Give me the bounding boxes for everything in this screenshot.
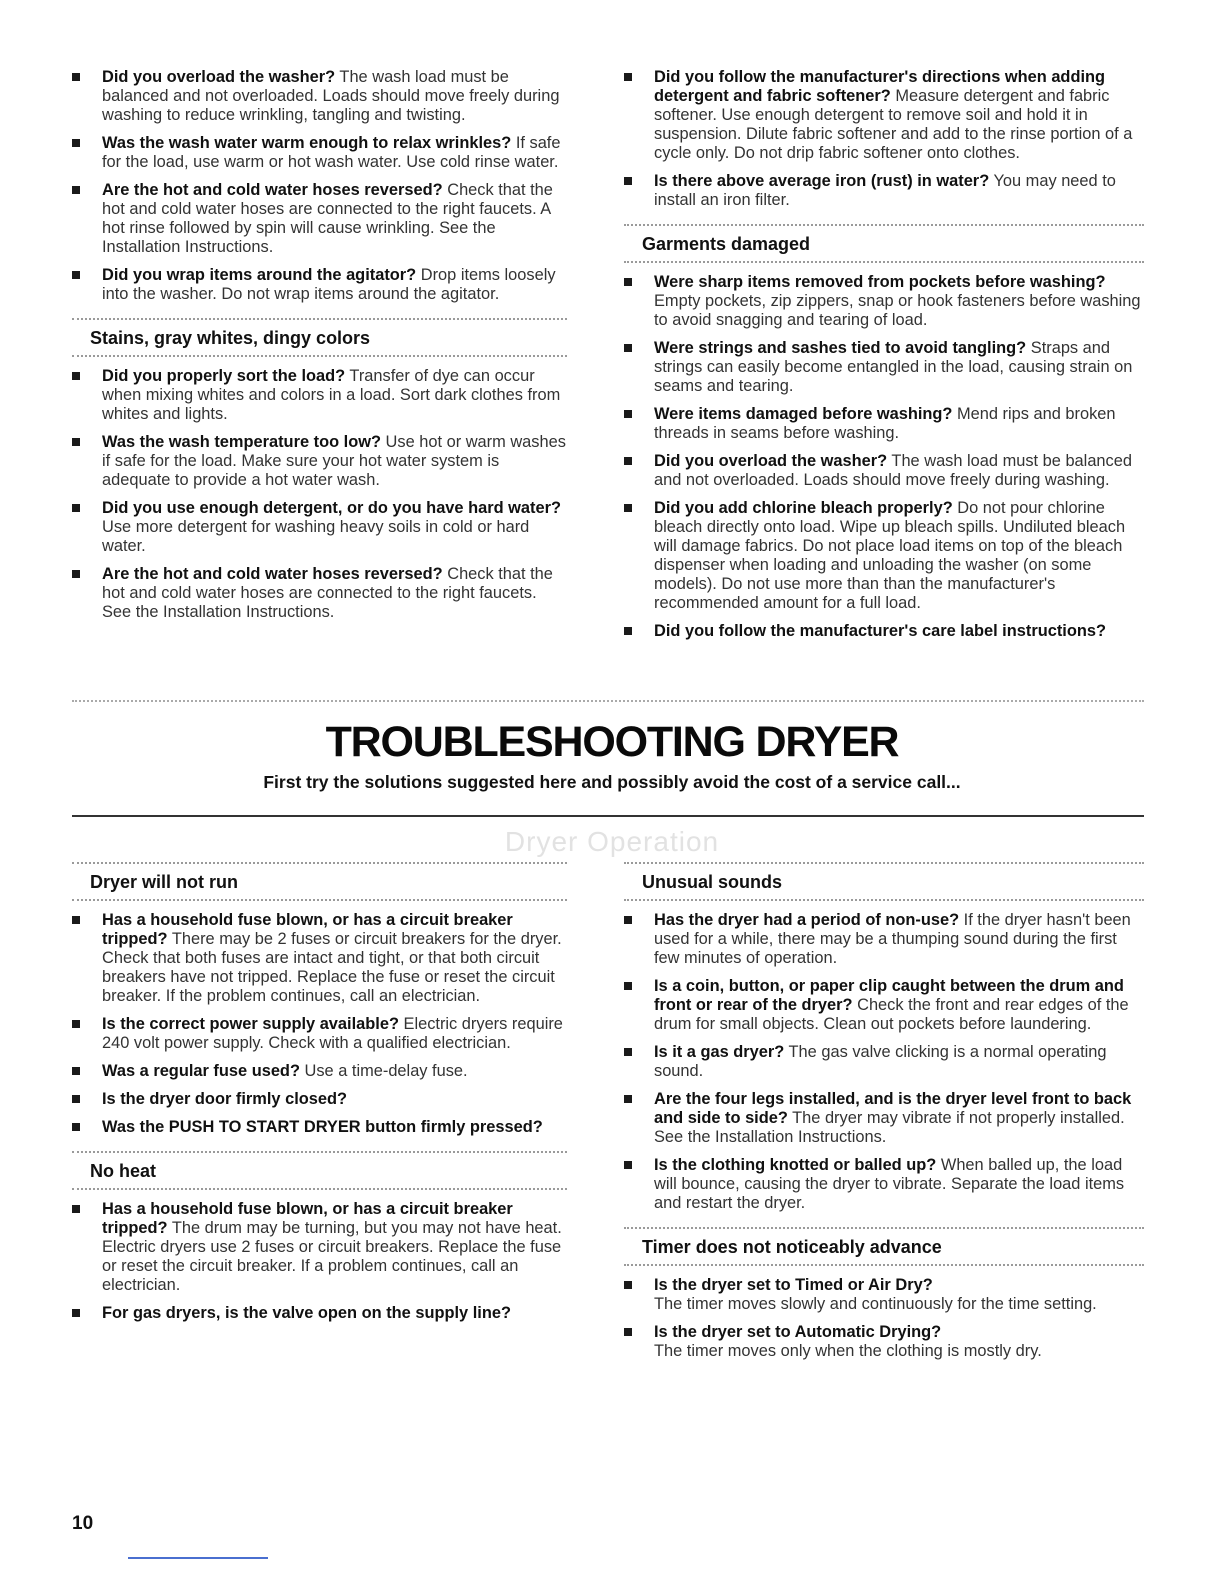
list-item [72, 1304, 567, 1323]
list-item [72, 499, 567, 556]
item-answer: Use hot or warm washes if safe for the load. Make sure your hot water system is adequate to provide a hot water wash. [102, 433, 566, 489]
section-no-heat [72, 1151, 567, 1190]
square-bullet-icon [624, 1048, 632, 1056]
item-answer: Straps and strings can easily become entangled in the load, causing strain on seams and tearing. [654, 339, 1133, 395]
item-answer: There may be 2 fuses or circuit breakers for the dryer. Check that both fuses are intact and tight, or that both circuit breakers have not tripped. Replace the fuse or reset the circuit breaker. If the problem continues, call an electrician. [102, 930, 562, 1005]
square-bullet-icon [72, 1020, 80, 1028]
item-question: Are the hot and cold water hoses reversed? [102, 181, 443, 199]
item-question: Was the wash temperature too low? [102, 433, 381, 451]
square-bullet-icon [72, 1205, 80, 1213]
item-question: Are the hot and cold water hoses reversed? [102, 565, 443, 583]
item-question: Did you use enough detergent, or do you have hard water? [102, 499, 561, 517]
item-question: Did you add chlorine bleach properly? [654, 499, 953, 517]
item-answer: If safe for the load, use warm or hot wash water. Use cold rinse water. [102, 134, 561, 171]
dotted-rule [624, 899, 1144, 901]
list-item [72, 266, 567, 304]
item-answer: Do not pour chlorine bleach directly onto load. Wipe up bleach spills. Undiluted bleach will damage fabrics. Do not place load items on top of the bleach dispenser when loading and unloading the washer (on some models). Do not use more than than the manufacturer's recommended amount for a full load. [654, 499, 1126, 612]
square-bullet-icon [624, 1328, 632, 1336]
section-dryer-will-not-run [72, 862, 567, 901]
no-heat-list [72, 1200, 567, 1323]
item-question: Did you properly sort the load? [102, 367, 346, 385]
list-item [72, 433, 567, 490]
item-question: Was the PUSH TO START DRYER button firmly pressed? [102, 1118, 543, 1136]
square-bullet-icon [624, 1161, 632, 1169]
square-bullet-icon [72, 73, 80, 81]
list-item [72, 367, 567, 424]
list-item [72, 1015, 567, 1053]
item-question: Were strings and sashes tied to avoid tangling? [654, 339, 1027, 357]
section-title: Unusual sounds [642, 872, 783, 892]
item-question: Is the dryer set to Automatic Drying? [654, 1323, 942, 1341]
item-answer: The gas valve clicking is a normal operating sound. [654, 1043, 1107, 1080]
list-item [624, 68, 1144, 163]
square-bullet-icon [624, 504, 632, 512]
square-bullet-icon [72, 1123, 80, 1131]
list-item [72, 1090, 567, 1109]
item-answer: Drop items loosely into the washer. Do not wrap items around the agitator. [102, 266, 556, 303]
item-question: Did you follow the manufacturer's directions when adding detergent and fabric softener? [654, 68, 1106, 105]
timer-list [624, 1276, 1144, 1361]
item-answer: Measure detergent and fabric softener. Use enough detergent to remove soil and hold it in suspension. Dilute fabric softener and add to the rinse portion of a cycle only. Do not drip fabric softener onto clothes. [654, 87, 1133, 162]
list-item [624, 622, 1144, 641]
item-answer: The drum may be turning, but you may not have heat. Electric dryers use 2 fuses or circuit breakers. Replace the fuse or reset the circuit breaker. If a problem continues, call an electrician. [102, 1219, 562, 1294]
item-answer: Use more detergent for washing heavy soils in cold or hard water. [102, 518, 530, 555]
item-answer: Empty pockets, zip zippers, snap or hook fasteners before washing to avoid snagging and tearing of load. [654, 292, 1141, 329]
square-bullet-icon [624, 627, 632, 635]
item-answer: The timer moves only when the clothing is mostly dry. [654, 1342, 1042, 1360]
item-question: Is the clothing knotted or balled up? [654, 1156, 937, 1174]
square-bullet-icon [624, 1281, 632, 1289]
square-bullet-icon [72, 570, 80, 578]
list-item [624, 1156, 1144, 1213]
washer-left-list [72, 68, 567, 304]
section-title: Dryer will not run [90, 872, 239, 892]
list-item [72, 68, 567, 125]
square-bullet-icon [72, 271, 80, 279]
item-question: Is the dryer set to Timed or Air Dry? [654, 1276, 933, 1294]
item-question: Has the dryer had a period of non-use? [654, 911, 960, 929]
item-question: Is a coin, button, or paper clip caught between the drum and front or rear of the dryer? [654, 977, 1124, 1014]
will-not-run-list [72, 911, 567, 1137]
item-answer: Use a time-delay fuse. [299, 1062, 468, 1080]
item-question: Did you wrap items around the agitator? [102, 266, 417, 284]
section-title: Garments damaged [642, 234, 811, 254]
square-bullet-icon [72, 916, 80, 924]
page-subtitle: First try the solutions suggested here and possibly avoid the cost of a service call... [263, 772, 961, 792]
unusual-sounds-list [624, 911, 1144, 1213]
dotted-rule [72, 899, 567, 901]
item-answer: The dryer may vibrate if not properly installed. See the Installation Instructions. [654, 1109, 1125, 1146]
list-item [624, 1090, 1144, 1147]
list-item [624, 1276, 1144, 1314]
page-title: TROUBLESHOOTING DRYER [325, 718, 899, 766]
section-timer [624, 1227, 1144, 1266]
section-title: Timer does not noticeably advance [642, 1237, 942, 1257]
list-item [624, 452, 1144, 490]
square-bullet-icon [624, 457, 632, 465]
square-bullet-icon [72, 1309, 80, 1317]
square-bullet-icon [72, 186, 80, 194]
square-bullet-icon [624, 982, 632, 990]
dryer-right-column [624, 862, 1144, 1370]
item-question: Is it a gas dryer? [654, 1043, 785, 1061]
washer-right-list [624, 68, 1144, 210]
square-bullet-icon [72, 139, 80, 147]
washer-left-column [72, 68, 567, 631]
section-unusual-sounds [624, 862, 1144, 901]
stains-list [72, 367, 567, 622]
list-item [624, 172, 1144, 210]
item-question: Did you overload the washer? [654, 452, 888, 470]
list-item [624, 911, 1144, 968]
item-question: Is the correct power supply available? [102, 1015, 399, 1033]
square-bullet-icon [72, 504, 80, 512]
list-item [624, 405, 1144, 443]
item-question: For gas dryers, is the valve open on the supply line? [102, 1304, 511, 1322]
item-question: Were sharp items removed from pockets before washing? [654, 273, 1106, 291]
list-item [624, 339, 1144, 396]
section-title: No heat [90, 1161, 157, 1181]
item-answer: Mend rips and broken threads in seams before washing. [654, 405, 1116, 442]
item-question: Is the dryer door firmly closed? [102, 1090, 348, 1108]
list-item [624, 977, 1144, 1034]
item-answer: Check that the hot and cold water hoses are connected to the right faucets. See the Installation Instructions. [102, 565, 553, 621]
item-question: Are the four legs installed, and is the dryer level front to back and side to side? [654, 1090, 1132, 1127]
item-answer: You may need to install an iron filter. [654, 172, 1116, 209]
heading-rule [72, 815, 1144, 817]
list-item [624, 1043, 1144, 1081]
list-item [72, 565, 567, 622]
item-question: Were items damaged before washing? [654, 405, 953, 423]
item-answer: The wash load must be balanced and not overloaded. Loads should move freely during washing to reduce wrinkling, tangling and twisting. [102, 68, 560, 124]
dotted-rule [624, 261, 1144, 263]
item-question: Is there above average iron (rust) in water? [654, 172, 990, 190]
item-answer: Electric dryers require 240 volt power supply. Check with a qualified electrician. [102, 1015, 563, 1052]
square-bullet-icon [624, 278, 632, 286]
item-answer: The timer moves slowly and continuously for the time setting. [654, 1295, 1097, 1313]
item-answer: The wash load must be balanced and not overloaded. Loads should move freely during washing. [654, 452, 1132, 489]
square-bullet-icon [72, 1067, 80, 1075]
item-question: Has a household fuse blown, or has a circuit breaker tripped? [102, 911, 513, 948]
garments-list [624, 273, 1144, 641]
washer-right-column [624, 68, 1144, 650]
item-question: Did you overload the washer? [102, 68, 336, 86]
page-number: 10 [72, 1513, 94, 1534]
item-question: Did you follow the manufacturer's care label instructions? [654, 622, 1106, 640]
list-item [624, 499, 1144, 613]
square-bullet-icon [72, 1095, 80, 1103]
square-bullet-icon [624, 410, 632, 418]
item-answer: Check the front and rear edges of the drum for small objects. Clean out pockets before laundering. [654, 996, 1129, 1033]
category-heading: Dryer Operation [504, 826, 720, 857]
item-question: Has a household fuse blown, or has a circuit breaker tripped? [102, 1200, 513, 1237]
square-bullet-icon [624, 73, 632, 81]
dotted-rule [72, 1188, 567, 1190]
dryer-left-column [72, 862, 567, 1332]
item-answer: If the dryer hasn't been used for a while, there may be a thumping sound during the first few minutes of operation. [654, 911, 1131, 967]
square-bullet-icon [624, 916, 632, 924]
dotted-rule [72, 355, 567, 357]
square-bullet-icon [72, 438, 80, 446]
list-item [72, 134, 567, 172]
footer-line [128, 1557, 268, 1559]
square-bullet-icon [624, 344, 632, 352]
list-item [72, 181, 567, 257]
section-garments [624, 224, 1144, 263]
item-answer: Transfer of dye can occur when mixing whites and colors in a load. Sort dark clothes from whites and lights. [102, 367, 561, 423]
list-item [72, 1200, 567, 1295]
list-item [72, 911, 567, 1006]
section-stains [72, 318, 567, 357]
square-bullet-icon [624, 177, 632, 185]
square-bullet-icon [624, 1095, 632, 1103]
list-item [624, 1323, 1144, 1361]
dotted-rule [624, 1264, 1144, 1266]
section-divider [72, 700, 1144, 702]
item-answer: Check that the hot and cold water hoses are connected to the right faucets. A hot rinse followed by spin will cause wrinkling. See the Installation Instructions. [102, 181, 553, 256]
item-question: Was the wash water warm enough to relax wrinkles? [102, 134, 512, 152]
item-question: Was a regular fuse used? [102, 1062, 300, 1080]
item-answer: When balled up, the load will bounce, causing the dryer to vibrate. Separate the load items and restart the dryer. [654, 1156, 1125, 1212]
square-bullet-icon [72, 372, 80, 380]
list-item [72, 1062, 567, 1081]
list-item [72, 1118, 567, 1137]
list-item [624, 273, 1144, 330]
section-title: Stains, gray whites, dingy colors [90, 328, 371, 348]
